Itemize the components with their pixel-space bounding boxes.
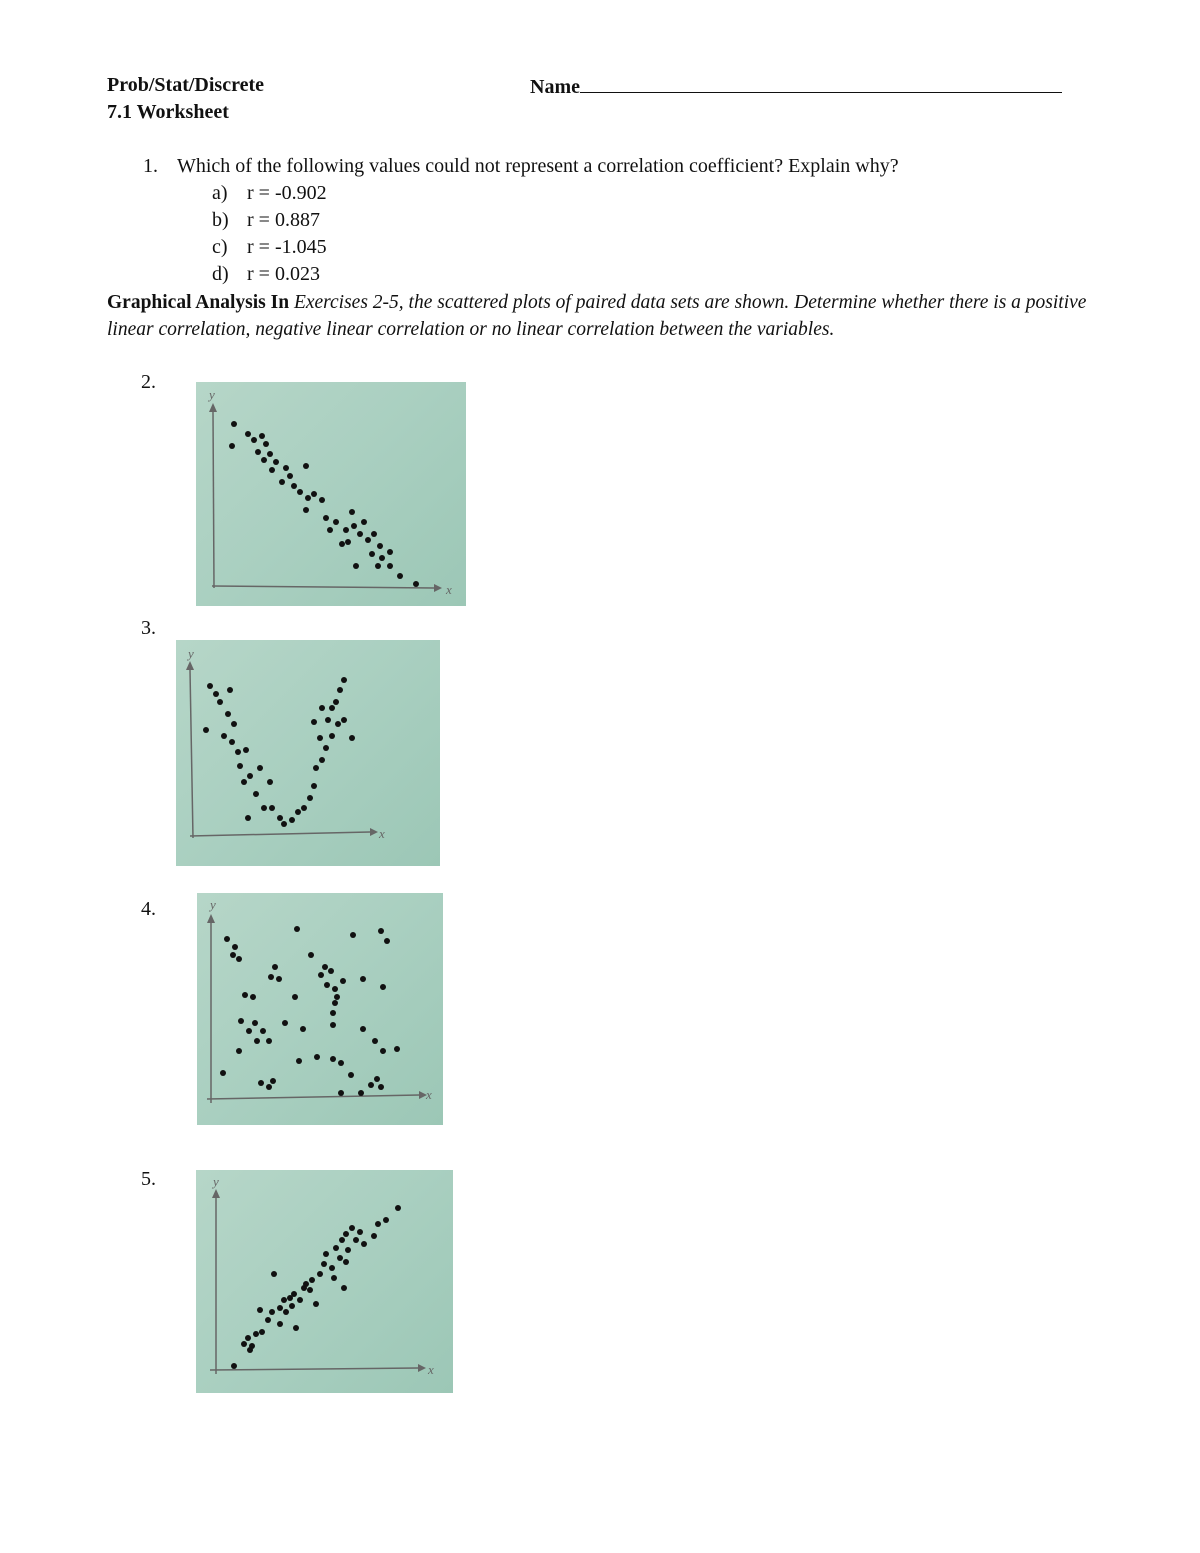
data-point: [325, 717, 331, 723]
instructions-heading: Graphical Analysis In: [107, 292, 290, 313]
data-point: [259, 433, 265, 439]
data-point: [231, 721, 237, 727]
data-point: [289, 817, 295, 823]
course-title: Prob/Stat/Discrete: [107, 74, 265, 96]
data-point: [339, 541, 345, 547]
data-point: [269, 467, 275, 473]
data-point: [281, 821, 287, 827]
data-point: [269, 805, 275, 811]
data-point: [291, 483, 297, 489]
data-point: [294, 926, 300, 932]
data-point: [343, 1231, 349, 1237]
data-point: [338, 1090, 344, 1096]
data-point: [321, 1261, 327, 1267]
x-axis-arrow: [434, 584, 442, 592]
instructions-text: Exercises 2-5, the scattered plots of paired data sets are shown. Determine whether there is a positive linear correlation, negative linear correlation or no linear correlation between the variables.: [107, 292, 1087, 340]
data-point: [207, 683, 213, 689]
data-point: [227, 687, 233, 693]
data-point: [350, 932, 356, 938]
x-axis-label: x: [428, 1362, 434, 1377]
data-point: [332, 1000, 338, 1006]
data-point: [255, 449, 261, 455]
data-point: [387, 563, 393, 569]
option-d: [212, 263, 320, 286]
data-point: [361, 519, 367, 525]
x-axis: [210, 1368, 418, 1370]
option-value: r = 0.887: [247, 209, 320, 231]
data-point: [261, 805, 267, 811]
x-axis: [207, 1095, 419, 1099]
data-point: [330, 1010, 336, 1016]
data-point: [293, 1325, 299, 1331]
data-point: [337, 1255, 343, 1261]
data-point: [229, 443, 235, 449]
data-point: [252, 1020, 258, 1026]
data-point: [372, 1038, 378, 1044]
data-point: [260, 1028, 266, 1034]
data-point: [213, 691, 219, 697]
y-axis: [190, 670, 193, 838]
data-point: [203, 727, 209, 733]
data-point: [334, 994, 340, 1000]
data-point: [413, 581, 419, 587]
data-point: [379, 555, 385, 561]
data-point: [297, 1297, 303, 1303]
option-value: r = -1.045: [247, 236, 327, 258]
data-point: [330, 1056, 336, 1062]
option-letter: a): [212, 182, 228, 204]
data-point: [305, 495, 311, 501]
data-point: [371, 1233, 377, 1239]
y-axis-arrow: [209, 403, 217, 412]
data-point: [289, 1303, 295, 1309]
data-point: [267, 451, 273, 457]
y-axis-label: y: [213, 1174, 219, 1189]
data-point: [331, 1275, 337, 1281]
plot-5-number: 5.: [141, 1168, 156, 1190]
data-point: [349, 509, 355, 515]
data-point: [261, 457, 267, 463]
name-field: [530, 74, 1062, 99]
data-point: [395, 1205, 401, 1211]
data-point: [319, 705, 325, 711]
data-point: [271, 1271, 277, 1277]
data-point: [301, 805, 307, 811]
data-point: [329, 705, 335, 711]
data-point: [380, 1048, 386, 1054]
data-point: [287, 1295, 293, 1301]
data-point: [221, 733, 227, 739]
data-point: [380, 984, 386, 990]
data-point: [258, 1080, 264, 1086]
plot-2-number: 2.: [141, 371, 156, 393]
data-point: [241, 1341, 247, 1347]
data-point: [270, 1078, 276, 1084]
data-point: [328, 968, 334, 974]
data-point: [217, 699, 223, 705]
data-point: [349, 735, 355, 741]
scatter-plot-2: [196, 382, 466, 606]
data-point: [268, 974, 274, 980]
scatter-plot-4-svg: [197, 893, 443, 1125]
data-point: [300, 1026, 306, 1032]
x-axis: [190, 832, 370, 836]
data-point: [353, 1237, 359, 1243]
data-point: [323, 1251, 329, 1257]
data-point: [341, 677, 347, 683]
data-point: [283, 1309, 289, 1315]
data-point: [323, 745, 329, 751]
x-axis-arrow: [370, 828, 378, 836]
question-1-text: Which of the following values could not represent a correlation coefficient? Explain why?: [177, 155, 899, 177]
option-letter: d): [212, 263, 229, 285]
plot-4-points: [220, 926, 400, 1096]
data-point: [340, 978, 346, 984]
data-point: [242, 992, 248, 998]
x-axis-label: x: [446, 582, 452, 597]
data-point: [335, 721, 341, 727]
data-point: [265, 1317, 271, 1323]
data-point: [245, 1335, 251, 1341]
data-point: [307, 1287, 313, 1293]
data-point: [339, 1237, 345, 1243]
data-point: [303, 463, 309, 469]
scatter-plot-2-svg: [196, 382, 466, 606]
data-point: [231, 421, 237, 427]
y-axis-label: y: [209, 387, 215, 402]
data-point: [329, 733, 335, 739]
data-point: [282, 1020, 288, 1026]
data-point: [273, 459, 279, 465]
y-axis-arrow: [186, 661, 194, 670]
data-point: [269, 1309, 275, 1315]
data-point: [365, 537, 371, 543]
data-point: [383, 1217, 389, 1223]
data-point: [220, 1070, 226, 1076]
option-letter: b): [212, 209, 229, 231]
scatter-plot-5-svg: [196, 1170, 453, 1393]
option-b: [212, 209, 320, 232]
data-point: [360, 976, 366, 982]
y-axis-label: y: [210, 897, 216, 912]
data-point: [245, 431, 251, 437]
y-axis: [213, 412, 214, 588]
data-point: [360, 1026, 366, 1032]
data-point: [251, 437, 257, 443]
data-point: [230, 952, 236, 958]
data-point: [308, 952, 314, 958]
data-point: [238, 1018, 244, 1024]
data-point: [387, 549, 393, 555]
data-point: [277, 1305, 283, 1311]
data-point: [311, 719, 317, 725]
option-a: [212, 182, 327, 205]
data-point: [263, 441, 269, 447]
data-point: [317, 735, 323, 741]
data-point: [277, 815, 283, 821]
data-point: [231, 1363, 237, 1369]
data-point: [375, 1221, 381, 1227]
data-point: [378, 928, 384, 934]
plot-3-number: 3.: [141, 617, 156, 639]
data-point: [348, 1072, 354, 1078]
data-point: [253, 1331, 259, 1337]
x-axis-arrow: [418, 1364, 426, 1372]
data-point: [266, 1084, 272, 1090]
data-point: [307, 795, 313, 801]
worksheet-title: 7.1 Worksheet: [107, 101, 229, 123]
data-point: [345, 1247, 351, 1253]
data-point: [332, 986, 338, 992]
data-point: [341, 1285, 347, 1291]
data-point: [318, 972, 324, 978]
data-point: [279, 479, 285, 485]
data-point: [323, 515, 329, 521]
data-point: [341, 717, 347, 723]
data-point: [333, 699, 339, 705]
data-point: [243, 747, 249, 753]
data-point: [397, 573, 403, 579]
data-point: [317, 1271, 323, 1277]
data-point: [368, 1082, 374, 1088]
data-point: [375, 563, 381, 569]
data-point: [343, 527, 349, 533]
y-axis-arrow: [207, 914, 215, 923]
data-point: [374, 1076, 380, 1082]
data-point: [257, 1307, 263, 1313]
data-point: [319, 497, 325, 503]
data-point: [311, 783, 317, 789]
data-point: [384, 938, 390, 944]
data-point: [358, 1090, 364, 1096]
data-point: [343, 1259, 349, 1265]
data-point: [309, 1277, 315, 1283]
x-axis-label: x: [426, 1087, 432, 1102]
data-point: [281, 1297, 287, 1303]
data-point: [314, 1054, 320, 1060]
data-point: [283, 465, 289, 471]
data-point: [277, 1321, 283, 1327]
option-value: r = 0.023: [247, 263, 320, 285]
data-point: [295, 809, 301, 815]
data-point: [235, 749, 241, 755]
data-point: [327, 527, 333, 533]
data-point: [338, 1060, 344, 1066]
x-axis-label: x: [379, 826, 385, 841]
data-point: [377, 543, 383, 549]
data-point: [259, 1329, 265, 1335]
option-c: [212, 236, 327, 259]
data-point: [303, 507, 309, 513]
data-point: [247, 1347, 253, 1353]
data-point: [313, 1301, 319, 1307]
data-point: [369, 551, 375, 557]
data-point: [337, 687, 343, 693]
scatter-plot-4: [197, 893, 443, 1125]
data-point: [329, 1265, 335, 1271]
data-point: [292, 994, 298, 1000]
data-point: [276, 976, 282, 982]
data-point: [394, 1046, 400, 1052]
data-point: [229, 739, 235, 745]
data-point: [357, 531, 363, 537]
data-point: [272, 964, 278, 970]
data-point: [236, 1048, 242, 1054]
data-point: [236, 956, 242, 962]
data-point: [246, 1028, 252, 1034]
data-point: [371, 531, 377, 537]
data-point: [296, 1058, 302, 1064]
scatter-plot-3: [176, 640, 440, 866]
option-value: r = -0.902: [247, 182, 327, 204]
option-letter: c): [212, 236, 228, 258]
data-point: [351, 523, 357, 529]
data-point: [237, 763, 243, 769]
question-1-number: 1.: [143, 155, 158, 177]
data-point: [257, 765, 263, 771]
plot-4-number: 4.: [141, 898, 156, 920]
data-point: [297, 489, 303, 495]
data-point: [313, 765, 319, 771]
data-point: [303, 1281, 309, 1287]
data-point: [247, 773, 253, 779]
data-point: [322, 964, 328, 970]
y-axis-arrow: [212, 1189, 220, 1198]
instructions-paragraph: [107, 290, 1137, 343]
name-blank-line: [580, 74, 1062, 93]
data-point: [287, 473, 293, 479]
data-point: [232, 944, 238, 950]
x-axis: [212, 586, 434, 588]
data-point: [250, 994, 256, 1000]
data-point: [378, 1084, 384, 1090]
data-point: [225, 711, 231, 717]
data-point: [324, 982, 330, 988]
data-point: [333, 1245, 339, 1251]
data-point: [241, 779, 247, 785]
data-point: [349, 1225, 355, 1231]
data-point: [253, 791, 259, 797]
data-point: [319, 757, 325, 763]
name-label: Name: [530, 76, 580, 98]
y-axis-label: y: [188, 646, 194, 661]
data-point: [330, 1022, 336, 1028]
plot-5-points: [231, 1205, 401, 1369]
data-point: [267, 779, 273, 785]
data-point: [266, 1038, 272, 1044]
data-point: [353, 563, 359, 569]
data-point: [333, 519, 339, 525]
data-point: [224, 936, 230, 942]
scatter-plot-5: [196, 1170, 453, 1393]
plot-3-points: [203, 677, 355, 827]
data-point: [357, 1229, 363, 1235]
data-point: [254, 1038, 260, 1044]
data-point: [245, 815, 251, 821]
data-point: [361, 1241, 367, 1247]
data-point: [311, 491, 317, 497]
data-point: [345, 539, 351, 545]
scatter-plot-3-svg: [176, 640, 440, 866]
plot-2-points: [229, 421, 419, 587]
